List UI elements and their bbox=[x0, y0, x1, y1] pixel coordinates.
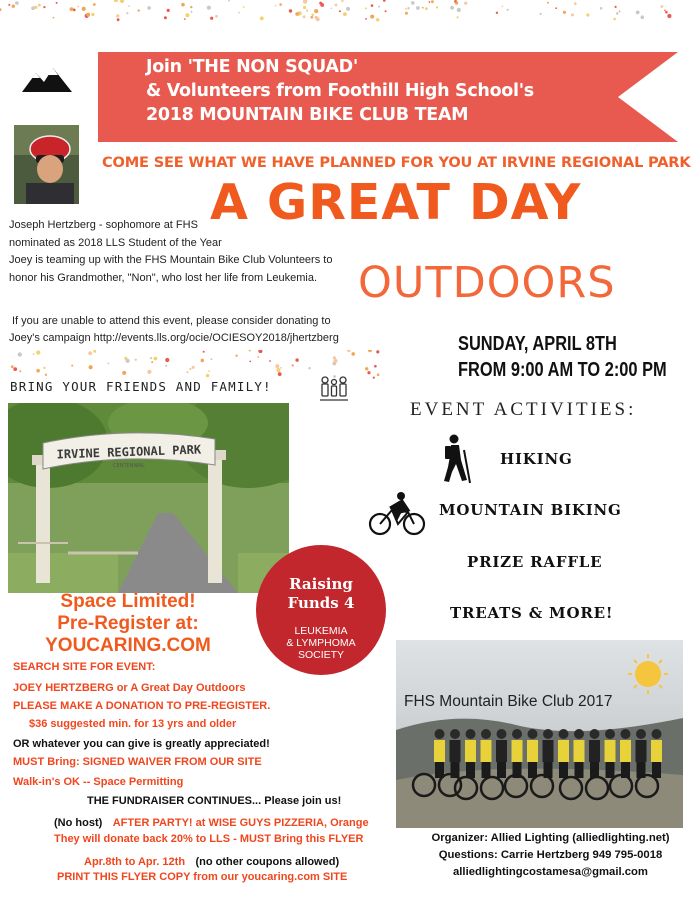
confetti-dot bbox=[201, 359, 205, 363]
confetti-dot bbox=[374, 365, 377, 368]
confetti-dot bbox=[128, 5, 130, 7]
confetti-dot bbox=[33, 353, 35, 355]
confetti-dot bbox=[150, 357, 152, 359]
confetti-dot bbox=[122, 371, 126, 375]
confetti-dot bbox=[12, 5, 15, 8]
confetti-dot bbox=[165, 365, 167, 367]
afterparty-line bbox=[54, 813, 369, 831]
confetti-dot bbox=[405, 8, 407, 10]
bio-line: nominated as 2018 LLS Student of the Year bbox=[9, 236, 222, 249]
confetti-dot bbox=[189, 368, 191, 370]
activity-mountain-biking: MOUNTAIN BIKING bbox=[439, 501, 622, 519]
rider-legs bbox=[606, 762, 615, 778]
confetti-dot bbox=[19, 370, 21, 372]
confetti-dot bbox=[661, 5, 664, 8]
confetti-dot bbox=[346, 7, 350, 11]
confetti-dot bbox=[186, 371, 188, 373]
subheadline: OUTDOORS bbox=[358, 258, 616, 308]
confetti-dot bbox=[34, 6, 37, 9]
rider-helmet bbox=[652, 729, 662, 739]
confetti-dot bbox=[343, 12, 347, 16]
banner-line-2: & Volunteers from Foothill High School's bbox=[146, 81, 534, 101]
confetti-dot bbox=[269, 360, 271, 362]
must-bring-text: MUST Bring: SIGNED WAIVER FROM OUR SITE bbox=[13, 756, 262, 768]
donation-text: PLEASE MAKE A DONATION TO PRE-REGISTER. bbox=[13, 700, 271, 712]
space-limited: Space Limited! bbox=[60, 591, 196, 612]
rider bbox=[481, 740, 492, 762]
dates-note: (no other coupons allowed) bbox=[195, 856, 340, 868]
confetti-dot bbox=[295, 12, 299, 16]
confetti-dot bbox=[383, 0, 386, 2]
confetti-dot bbox=[667, 14, 671, 18]
afterparty-prefix: (No host) bbox=[54, 817, 103, 829]
questions-line: Questions: Carrie Hertzberg 949 795-0018 bbox=[438, 849, 663, 861]
confetti-dot bbox=[613, 18, 616, 21]
confetti-dot bbox=[306, 10, 308, 12]
confetti-dot bbox=[56, 2, 58, 4]
confetti-dot bbox=[235, 355, 237, 357]
team-photo bbox=[396, 640, 683, 828]
confetti-dot bbox=[151, 361, 153, 363]
confetti-dot bbox=[422, 7, 424, 9]
confetti-dot bbox=[228, 0, 230, 2]
confetti-dot bbox=[147, 370, 151, 374]
confetti-dot bbox=[45, 374, 47, 376]
confetti-dot bbox=[275, 5, 277, 7]
confetti-dot bbox=[275, 364, 279, 368]
mountain-bike-icon bbox=[368, 490, 426, 538]
confetti-dot bbox=[450, 6, 454, 10]
confetti-dot bbox=[181, 3, 185, 7]
confetti-dot bbox=[249, 350, 251, 351]
confetti-dot bbox=[310, 16, 313, 19]
confetti-dot bbox=[303, 6, 306, 9]
rider-helmet bbox=[512, 729, 522, 739]
activity-treats: TREATS & MORE! bbox=[450, 604, 614, 622]
confetti-dot bbox=[8, 4, 10, 6]
confetti-dot bbox=[411, 1, 415, 5]
headline: A GREAT DAY bbox=[210, 174, 582, 231]
rider-helmet bbox=[481, 729, 491, 739]
confetti-dot bbox=[108, 363, 110, 365]
confetti-dot bbox=[38, 4, 41, 7]
confetti-dot bbox=[351, 352, 355, 356]
confetti-dot bbox=[331, 8, 333, 10]
confetti-dot bbox=[507, 9, 509, 11]
confetti-dots-top bbox=[0, 0, 693, 22]
confetti-dot bbox=[303, 0, 307, 4]
rider-legs bbox=[482, 762, 491, 778]
banner-line-3: 2018 MOUNTAIN BIKE CLUB TEAM bbox=[146, 105, 469, 125]
confetti-dot bbox=[303, 15, 306, 18]
confetti-dot bbox=[185, 13, 189, 17]
rider bbox=[651, 740, 662, 762]
confetti-dot bbox=[347, 350, 351, 352]
confetti-dot bbox=[429, 1, 431, 3]
bio-line: Joey is teaming up with the FHS Mountain Bike Club Volunteers to bbox=[9, 254, 333, 266]
confetti-dot bbox=[320, 3, 324, 7]
confetti-dot bbox=[164, 16, 167, 19]
rider-helmet bbox=[621, 729, 631, 739]
confetti-dot bbox=[120, 0, 124, 3]
confetti-dot bbox=[574, 2, 577, 5]
confetti-dot bbox=[571, 13, 574, 16]
whatever-text: OR whatever you can give is greatly appreciated! bbox=[13, 738, 270, 750]
confetti-dot bbox=[147, 6, 151, 10]
confetti-dot bbox=[249, 361, 251, 363]
confetti-dot bbox=[586, 13, 589, 16]
rider-helmet bbox=[574, 729, 584, 739]
confetti-dot bbox=[93, 350, 96, 353]
confetti-dot bbox=[126, 359, 130, 363]
rider-legs bbox=[497, 762, 506, 778]
confetti-dot bbox=[203, 351, 205, 353]
confetti-dot bbox=[295, 358, 298, 361]
lls-line-1: LEUKEMIA bbox=[294, 625, 348, 637]
confetti-dot bbox=[292, 364, 294, 366]
rider-legs bbox=[559, 762, 568, 778]
confetti-dot bbox=[279, 3, 282, 6]
walkins-text: Walk-in's OK -- Space Permitting bbox=[13, 776, 184, 788]
confetti-dot bbox=[385, 10, 387, 12]
suggested-donation-text: $36 suggested min. for 13 yrs and older bbox=[29, 718, 237, 730]
confetti-dot bbox=[280, 367, 282, 369]
confetti-dot bbox=[114, 0, 118, 2]
rider bbox=[605, 740, 616, 762]
afterparty-text: AFTER PARTY! at WISE GUYS PIZZERIA, Orange bbox=[112, 817, 369, 829]
confetti-dot bbox=[117, 18, 120, 21]
confetti-dot bbox=[333, 356, 336, 359]
rider-legs bbox=[575, 762, 584, 778]
rider bbox=[450, 740, 461, 762]
confetti-dot bbox=[206, 374, 209, 377]
banner-line-1: Join 'THE NON SQUAD' bbox=[146, 57, 358, 77]
confetti-dot bbox=[190, 6, 192, 8]
confetti-dot bbox=[91, 13, 94, 16]
dates-text: Apr.8th to Apr. 12th bbox=[84, 856, 186, 868]
confetti-dot bbox=[243, 6, 245, 8]
donate-line: If you are unable to attend this event, please consider donating to bbox=[12, 315, 331, 327]
dates-line bbox=[84, 852, 339, 870]
confetti-dot bbox=[339, 10, 341, 12]
confetti-dot bbox=[89, 365, 93, 369]
joey-photo bbox=[14, 125, 79, 204]
confetti-dot bbox=[376, 350, 379, 353]
bring-friends-text: BRING YOUR FRIENDS AND FAMILY! bbox=[10, 379, 272, 394]
donate-text bbox=[9, 313, 369, 347]
confetti-dot bbox=[215, 15, 218, 18]
confetti-dot bbox=[0, 8, 2, 11]
confetti-dot bbox=[540, 13, 542, 15]
confetti-dot bbox=[457, 16, 459, 18]
activity-hiking: HIKING bbox=[500, 450, 573, 468]
rider bbox=[527, 740, 538, 762]
youcaring-link[interactable]: YOUCARING.COM bbox=[45, 635, 211, 656]
confetti-dot bbox=[455, 1, 458, 4]
confetti-dot bbox=[615, 6, 617, 8]
rider bbox=[543, 740, 554, 762]
confetti-dot bbox=[70, 7, 74, 11]
confetti-dot bbox=[365, 367, 368, 370]
confetti-dot bbox=[289, 9, 292, 12]
confetti-dot bbox=[43, 367, 45, 369]
confetti-dot bbox=[278, 372, 282, 376]
rider-helmet bbox=[559, 729, 569, 739]
confetti-dot bbox=[416, 6, 420, 10]
event-date bbox=[458, 331, 667, 383]
confetti-dot bbox=[71, 365, 73, 367]
confetti-dot bbox=[18, 352, 22, 356]
confetti-dot bbox=[371, 4, 374, 7]
lls-name bbox=[256, 625, 386, 661]
confetti-dot bbox=[335, 4, 338, 7]
confetti-dot bbox=[373, 377, 375, 379]
activity-prize-raffle: PRIZE RAFFLE bbox=[467, 553, 603, 571]
confetti-dot bbox=[135, 359, 137, 361]
confetti-dot bbox=[333, 359, 337, 363]
confetti-dot bbox=[207, 6, 211, 10]
confetti-dot bbox=[377, 373, 380, 376]
confetti-dot bbox=[405, 12, 408, 15]
event-time-line: FROM 9:00 AM TO 2:00 PM bbox=[458, 359, 667, 381]
confetti-dot bbox=[619, 11, 621, 13]
confetti-dot bbox=[88, 351, 92, 355]
organizer-line: Organizer: Allied Lighting (alliedlighting.net) bbox=[431, 832, 670, 844]
confetti-dot bbox=[238, 12, 240, 14]
rider-helmet bbox=[450, 729, 460, 739]
confetti-dot bbox=[165, 358, 169, 362]
confetti-dot bbox=[464, 2, 467, 5]
confetti-dot bbox=[36, 369, 40, 373]
mountain-icon bbox=[22, 66, 72, 92]
rider-helmet bbox=[435, 729, 445, 739]
raising-funds-line-1: Raising bbox=[289, 575, 353, 593]
rider-helmet bbox=[528, 729, 538, 739]
confetti-dot bbox=[547, 2, 549, 4]
donate-link[interactable]: Joey's campaign http://events.lls.org/ocie/OCIESOY2018/jhertzberg bbox=[9, 332, 339, 344]
park-sign-text: IRVINE REGIONAL PARK bbox=[56, 442, 202, 462]
confetti-dot bbox=[53, 17, 55, 19]
confetti-dot bbox=[436, 6, 438, 8]
confetti-dot bbox=[167, 9, 170, 12]
confetti-dot bbox=[210, 358, 212, 360]
lls-line-2: & LYMPHOMA bbox=[286, 637, 356, 649]
confetti-dot bbox=[154, 357, 158, 361]
rider bbox=[512, 740, 523, 762]
team-photo-caption: FHS Mountain Bike Club 2017 bbox=[404, 693, 613, 710]
confetti-dot bbox=[77, 6, 79, 8]
organizer-info bbox=[408, 830, 693, 881]
rider-helmet bbox=[605, 729, 615, 739]
confetti-dot bbox=[370, 15, 374, 19]
confetti-dot bbox=[126, 12, 128, 14]
rider-helmet bbox=[466, 729, 476, 739]
confetti-dot bbox=[11, 365, 14, 368]
confetti-dot bbox=[616, 12, 619, 15]
confetti-dot bbox=[641, 15, 645, 19]
confetti-dot bbox=[316, 17, 320, 21]
rider bbox=[558, 740, 569, 762]
confetti-dot bbox=[312, 14, 315, 17]
confetti-dot bbox=[555, 7, 557, 9]
bio-line: honor his Grandmother, "Non", who lost her life from Leukemia. bbox=[9, 271, 318, 284]
confetti-dot bbox=[43, 6, 45, 8]
rider bbox=[636, 740, 647, 762]
park-entrance-photo bbox=[8, 403, 289, 593]
confetti-dot bbox=[665, 11, 668, 14]
rider-helmet bbox=[636, 729, 646, 739]
confetti-dot bbox=[260, 17, 264, 21]
confetti-dot bbox=[496, 12, 498, 14]
family-icon bbox=[318, 374, 350, 402]
rider bbox=[465, 740, 476, 762]
confetti-dot bbox=[277, 368, 281, 372]
lls-line-3: SOCIETY bbox=[297, 649, 345, 661]
confetti-dot bbox=[258, 350, 262, 353]
confetti-dot bbox=[664, 10, 666, 12]
rider-legs bbox=[466, 762, 475, 778]
rider-helmet bbox=[543, 729, 553, 739]
rider-helmet bbox=[590, 729, 600, 739]
confetti-dot bbox=[208, 370, 210, 372]
confetti-dot bbox=[192, 366, 195, 369]
confetti-dot bbox=[184, 18, 186, 20]
confetti-dot bbox=[431, 0, 434, 3]
park-sign-small-text: CENTENNIAL bbox=[113, 463, 145, 469]
confetti-dot bbox=[15, 1, 19, 5]
activities-title: EVENT ACTIVITIES: bbox=[410, 399, 637, 420]
confetti-dot bbox=[314, 9, 318, 13]
confetti-dot bbox=[341, 0, 343, 2]
pre-register: Pre-Register at: bbox=[57, 613, 199, 634]
tagline: COME SEE WHAT WE HAVE PLANNED FOR YOU AT IRVINE REGIONAL PARK bbox=[102, 154, 691, 171]
hiker-icon bbox=[437, 434, 477, 484]
confetti-dot bbox=[365, 18, 367, 20]
confetti-dot bbox=[365, 7, 367, 9]
confetti-dot bbox=[308, 367, 310, 369]
rider-helmet bbox=[497, 729, 507, 739]
confetti-dot bbox=[563, 11, 566, 14]
register-callout bbox=[28, 591, 228, 657]
confetti-dot bbox=[367, 371, 370, 374]
confetti-dot bbox=[191, 11, 193, 13]
confetti-dot bbox=[138, 9, 140, 11]
banner-title bbox=[146, 55, 616, 127]
raising-funds-circle bbox=[256, 545, 386, 675]
confetti-dot bbox=[368, 350, 372, 352]
rider bbox=[589, 740, 600, 762]
rider bbox=[620, 740, 631, 762]
confetti-dot bbox=[36, 350, 40, 354]
email-line[interactable]: alliedlightingcostamesa@gmail.com bbox=[453, 866, 648, 878]
rider bbox=[496, 740, 507, 762]
confetti-dot bbox=[116, 14, 119, 17]
event-names-text: JOEY HERTZBERG or A Great Day Outdoors bbox=[13, 682, 246, 694]
confetti-dot bbox=[210, 17, 213, 20]
print-flyer-text: PRINT THIS FLYER COPY from our youcaring.com SITE bbox=[57, 871, 348, 883]
confetti-dot bbox=[636, 11, 640, 15]
raising-funds-line-2: Funds 4 bbox=[287, 594, 355, 612]
rider bbox=[434, 740, 445, 762]
fundraiser-continues-text: THE FUNDRAISER CONTINUES... Please join us! bbox=[87, 795, 342, 807]
search-site-text: SEARCH SITE FOR EVENT: bbox=[13, 661, 156, 673]
confetti-dot bbox=[457, 8, 461, 12]
rider-legs bbox=[590, 762, 599, 778]
confetti-dot bbox=[376, 18, 379, 21]
confetti-dot bbox=[13, 367, 17, 371]
donate-back-text: They will donate back 20% to LLS - MUST Bring this FLYER bbox=[54, 833, 364, 845]
raising-funds-title bbox=[256, 575, 386, 613]
confetti-dot bbox=[86, 13, 90, 17]
confetti-dot bbox=[600, 7, 603, 10]
confetti-dot bbox=[407, 7, 409, 9]
bio-text bbox=[9, 217, 354, 287]
confetti-dot bbox=[82, 7, 86, 11]
confetti-dot bbox=[378, 6, 380, 8]
confetti-dot bbox=[502, 6, 504, 8]
confetti-dot bbox=[257, 356, 259, 358]
event-date-line: SUNDAY, APRIL 8TH bbox=[458, 333, 617, 355]
rider bbox=[574, 740, 585, 762]
bio-line: Joseph Hertzberg - sophomore at FHS bbox=[9, 219, 198, 231]
confetti-dot bbox=[425, 7, 428, 10]
confetti-dot bbox=[93, 3, 96, 6]
